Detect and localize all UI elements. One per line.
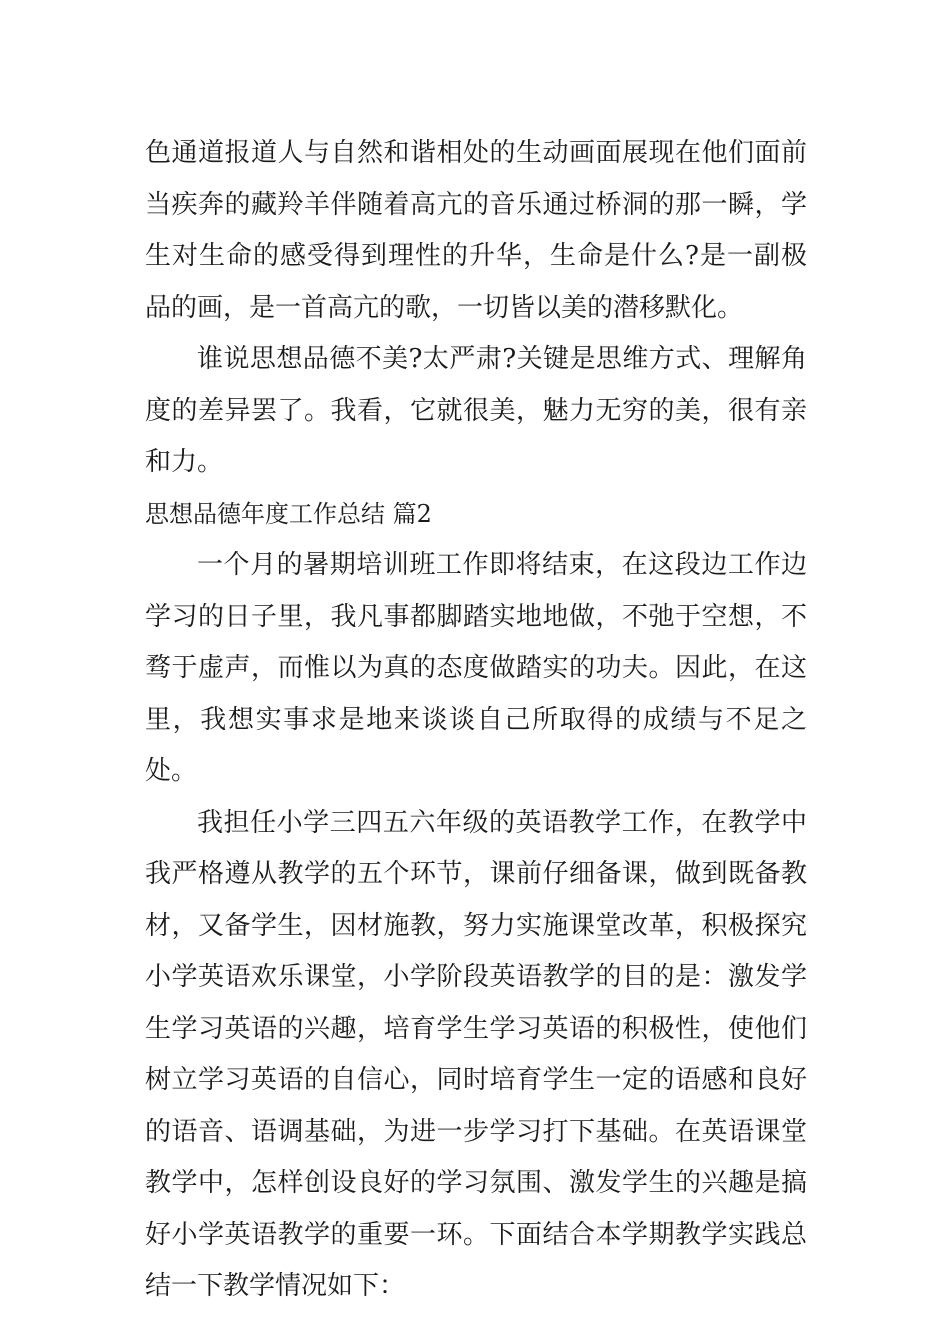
section-heading: 思想品德年度工作总结 篇2: [145, 499, 432, 528]
paragraph-summer-training: 一个月的暑期培训班工作即将结束，在这段边工作边学习的日子里，我凡事都脚踏实地地做，不弛于空想，不骛于虚声，而惟以为真的态度做踏实的功夫。因此，在这里，我想实事求是地来谈谈自己所取得的成绩与不足之处。: [145, 550, 807, 786]
document-page: [145, 128, 807, 1313]
paragraph-english-teaching: 我担任小学三四五六年级的英语教学工作，在教学中我严格遵从教学的五个环节，课前仔细备课，做到既备教材，又备学生，因材施教，努力实施课堂改革，积极探究小学英语欢乐课堂，小学阶段英语教学的目的是：激发学生学习英语的兴趣，培育学生学习英语的积极性，使他们树立学习英语的自信心，同时培育学生一定的语感和良好的语音、语调基础，为进一步学习打下基础。在英语课堂教学中，怎样创设良好的学习氛围、激发学生的兴趣是搞好小学英语教学的重要一环。下面结合本学期教学实践总结一下教学情况如下：: [145, 807, 807, 1301]
paragraph-beauty-of-moral-education: 谁说思想品德不美?太严肃?关键是思维方式、理解角度的差异罢了。我看，它就很美，魅力无穷的美，很有亲和力。: [145, 344, 807, 477]
paragraph-continuation: 色通道报道人与自然和谐相处的生动画面展现在他们面前当疾奔的藏羚羊伴随着高亢的音乐通过桥洞的那一瞬，学生对生命的感受得到理性的升华，生命是什么?是一副极品的画，是一首高亢的歌，一切皆以美的潜移默化。: [145, 138, 807, 323]
